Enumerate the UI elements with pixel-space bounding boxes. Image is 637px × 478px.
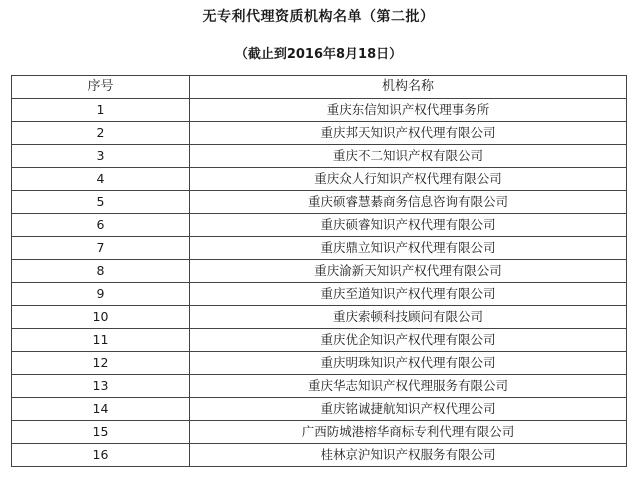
row-org-name: 重庆索顿科技顾问有限公司 [190, 306, 627, 329]
table-row [12, 191, 627, 214]
organization-table [11, 75, 627, 467]
row-org-name: 重庆邦天知识产权代理有限公司 [190, 122, 627, 145]
table-row [12, 260, 627, 283]
row-org-name: 广西防城港榕华商标专利代理有限公司 [190, 421, 627, 444]
table-row [12, 99, 627, 122]
row-org-name: 重庆华志知识产权代理服务有限公司 [190, 375, 627, 398]
table-row [12, 122, 627, 145]
document-title: 无专利代理资质机构名单（第二批） [202, 9, 435, 25]
row-org-name: 重庆铭诚捷航知识产权代理公司 [190, 398, 627, 421]
row-org-name: 重庆鼎立知识产权代理有限公司 [190, 237, 627, 260]
table-row [12, 329, 627, 352]
row-number: 9 [12, 283, 190, 306]
row-number: 12 [12, 352, 190, 375]
table-row [12, 168, 627, 191]
row-number: 13 [12, 375, 190, 398]
row-number: 4 [12, 168, 190, 191]
row-number: 14 [12, 398, 190, 421]
table-row [12, 444, 627, 467]
row-org-name: 重庆硕睿知识产权代理有限公司 [190, 214, 627, 237]
header-name: 机构名称 [190, 76, 627, 99]
row-number: 2 [12, 122, 190, 145]
table-row [12, 283, 627, 306]
row-number: 11 [12, 329, 190, 352]
table-row [12, 352, 627, 375]
table-row [12, 375, 627, 398]
row-org-name: 重庆东信知识产权代理事务所 [190, 99, 627, 122]
row-org-name: 重庆渝新天知识产权代理有限公司 [190, 260, 627, 283]
row-org-name: 桂林京沪知识产权服务有限公司 [190, 444, 627, 467]
row-org-name: 重庆硕睿慧綦商务信息咨询有限公司 [190, 191, 627, 214]
table-row [12, 237, 627, 260]
header-number: 序号 [12, 76, 190, 99]
row-org-name: 重庆明珠知识产权代理有限公司 [190, 352, 627, 375]
table-body [12, 99, 627, 467]
document-subtitle: （截止到2016年8月18日） [234, 47, 403, 62]
table-row [12, 306, 627, 329]
table-row [12, 398, 627, 421]
row-number: 15 [12, 421, 190, 444]
row-org-name: 重庆众人行知识产权代理有限公司 [190, 168, 627, 191]
row-org-name: 重庆至道知识产权代理有限公司 [190, 283, 627, 306]
row-org-name: 重庆不二知识产权有限公司 [190, 145, 627, 168]
table-header-row [12, 76, 627, 99]
row-number: 16 [12, 444, 190, 467]
table-row [12, 421, 627, 444]
row-number: 7 [12, 237, 190, 260]
row-number: 5 [12, 191, 190, 214]
table-row [12, 214, 627, 237]
row-org-name: 重庆优企知识产权代理有限公司 [190, 329, 627, 352]
row-number: 3 [12, 145, 190, 168]
row-number: 10 [12, 306, 190, 329]
table-row [12, 145, 627, 168]
row-number: 8 [12, 260, 190, 283]
row-number: 6 [12, 214, 190, 237]
row-number: 1 [12, 99, 190, 122]
